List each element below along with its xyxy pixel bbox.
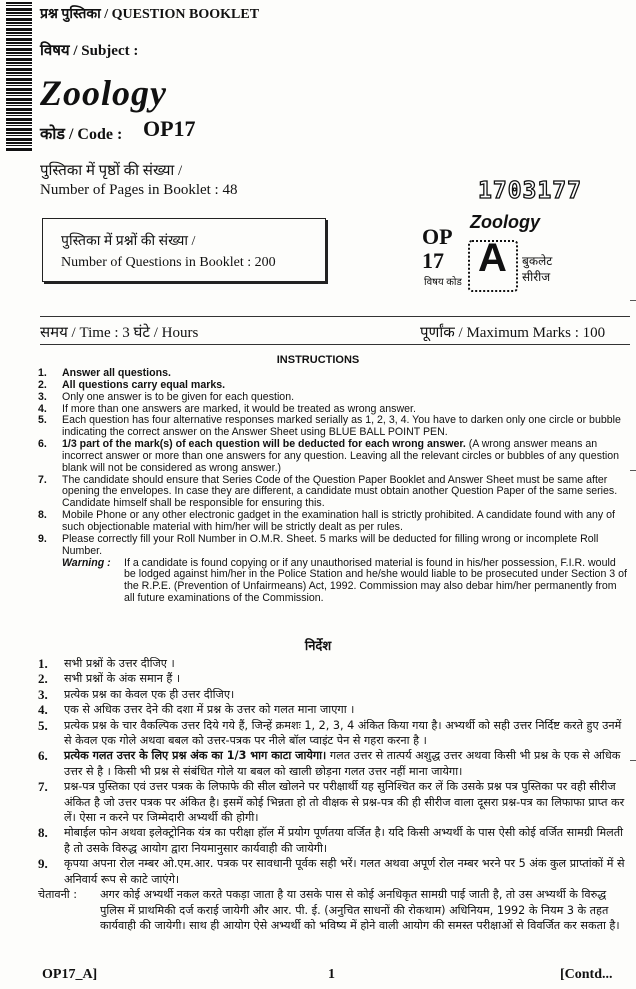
- margin-tick: [630, 760, 636, 761]
- nirdesh-list: [38, 656, 630, 933]
- code-value: OP17: [143, 116, 196, 141]
- series-subject: Zoology: [470, 212, 540, 232]
- instruction-item: 8. Mobile Phone or any other electronic gadget in the examination hall is strictly prohibited. A candidate found with any of such objectionable material with him/her will be strictly dealt as per rules.: [38, 509, 615, 533]
- time-label: समय / Time : 3 घंटे / Hours: [40, 325, 199, 341]
- footer-code: OP17_A]: [42, 967, 98, 982]
- booklet-header: प्रश्न पुस्तिका / QUESTION BOOKLET: [40, 7, 260, 22]
- questions-count-box: [42, 218, 326, 282]
- instruction-item: 5. Each question has four alternative responses marked serially as 1, 2, 3, 4. You have to darken only one circle or bubble indicating the correct answer on the Answer Sheet using BLUE BALL POINT PEN.: [38, 414, 621, 439]
- nirdesh-item: 9. कृपया अपना रोल नम्बर ओ.एम.आर. पत्रक पर सावधानी पूर्वक सही भरें। गलत अथवा अपूर्ण रोल नम्बर भरने पर 5 अंक कुल प्राप्तांकों में से अनिवार्य रूप से काटे जाएंगे।: [38, 856, 625, 886]
- code-label: कोड / Code :: [40, 126, 123, 143]
- max-marks-label: पूर्णांक / Maximum Marks : 100: [420, 325, 606, 341]
- series-code-letters: OP: [422, 224, 453, 249]
- instruction-item: 6. 1/3 part of the mark(s) of each question will be deducted for each wrong answer. (A wrong answer means an incorrect answer or more than one answers for any question. Leaving all the relevant circles or bubbles of any question blank will not be considered as wrong answer.): [38, 438, 620, 474]
- nirdesh-item: 6. प्रत्येक गलत उत्तर के लिए प्रश्न अंक का 1/3 भाग काटा जायेगा। गलत उत्तर से तात्पर्य अशुद्ध उत्तर अथवा किसी भी प्रश्न के एक से अधिक उत्तर से है । किसी भी प्रश्न से संबंधित गोले या बबल को खाली छोड़ना गलत उत्तर नहीं माना जायेगा।: [38, 748, 621, 778]
- instruction-item: 4. If more than one answers are marked, it would be treated as wrong answer.: [38, 402, 416, 415]
- nirdesh-item: 4. एक से अधिक उत्तर देने की दशा में प्रश्न के उत्तर को गलत माना जाएगा ।: [38, 702, 355, 718]
- nirdesh-item: 5. प्रत्येक प्रश्न के चार वैकल्पिक उत्तर दिये गये हैं, जिन्हें क्रमशः 1, 2, 3, 4 अंकित किया गया है। अभ्यर्थी को सही उत्तर निर्दिष्ट करते हुए उनमें से केवल एक गोले अथवा बबल को उत्तर-पत्रक पर नीले बॉल प्वाइंट पेन से गहरा करना है ।: [38, 717, 622, 748]
- pages-label-english: Number of Pages in Booklet : 48: [40, 182, 238, 198]
- divider-bottom: [40, 344, 630, 345]
- serial-number: 1703177: [478, 178, 582, 204]
- subject-value: Zoology: [40, 73, 167, 113]
- continued-label: [Contd...: [560, 967, 613, 982]
- instructions-title: INSTRUCTIONS: [276, 354, 360, 366]
- nirdesh-item: 3. प्रत्येक प्रश्न का केवल एक ही उत्तर दीजिए।: [38, 686, 235, 702]
- barcode: [6, 2, 32, 152]
- nirdesh-item: 1. सभी प्रश्नों के उत्तर दीजिए ।: [38, 656, 175, 671]
- page-number: 1: [328, 967, 335, 982]
- series-letter: A: [478, 236, 507, 280]
- questions-label-hindi: पुस्तिका में प्रश्नों की संख्या /: [61, 234, 196, 249]
- margin-tick: [630, 470, 636, 471]
- nirdesh-title: निर्देश: [304, 638, 332, 653]
- divider-top: [40, 316, 630, 317]
- instruction-item: 7. The candidate should ensure that Series Code of the Question Paper Booklet and Answer Sheet must be same after opening the envelopes. In case they are different, a candidate must obtain another Question Paper of the same series. Candidate himself shall be responsible for ensuring this.: [38, 473, 618, 510]
- series-code-number: 17: [422, 248, 444, 273]
- warning: Warning : If a candidate is found copying or if any unauthorised material is found in his/her possession, F.I.R. would be lodged against him/her in the Police Station and he/she would liable to be prosecuted under Section 3 of the R.P.E. (Prevention of Unfairmeans) Act, 1992. Commission may also debar him/her permanently from all future examinations of the Commission.: [62, 556, 627, 605]
- nirdesh-item: 8. मोबाईल फोन अथवा इलेक्ट्रोनिक यंत्र का परीक्षा हॉल में प्रयोग पूर्णतया वर्जित है। यदि किसी अभ्यर्थी के पास ऐसी कोई वर्जित सामग्री मिलती है तो उसके विरुद्ध आयोग द्वारा नियमानुसार कार्यवाही की जायेगी।: [38, 825, 624, 855]
- nirdesh-item: 2. सभी प्रश्नों के अंक समान हैं ।: [38, 671, 181, 687]
- chetavani: चेतावनी : अगर कोई अभ्यर्थी नकल करते पकड़ा जाता है या उसके पास से कोई अनधिकृत सामग्री पाई जाती है, तो उस अभ्यर्थी के विरुद्ध पुलिस में प्राथमिकी दर्ज कराई जायेगी और आर. पी. ई. (अनुचित साधनों की रोकथाम) अधिनियम, 1992 के नियम 3 के तहत कार्यवाही की जायेगी। साथ ही आयोग ऐसे अभ्यर्थी को भविष्य में होने वाली आयोग की समस्त परीक्षाओं से विवर्जित कर सकता है।: [38, 888, 620, 932]
- series-label-line2: सीरीज: [522, 270, 551, 284]
- instruction-item: 1. Answer all questions.: [38, 367, 171, 379]
- series-label-line1: बुकलेट: [522, 254, 553, 268]
- series-code-label: विषय कोड: [424, 277, 462, 288]
- instructions-list: [38, 368, 628, 605]
- pages-label-hindi: पुस्तिका में पृष्ठों की संख्या /: [40, 163, 183, 179]
- nirdesh-item: 7. प्रश्न-पत्र पुस्तिका एवं उत्तर पत्रक के लिफाफे की सील खोलने पर परीक्षार्थी यह सुनिश्चित कर लें कि उसके प्रश्न पत्र पुस्तिका पर वही सीरीज अंकित है जो उत्तर पत्रक पर अंकित है। इसमें कोई भिन्नता हो तो वीक्षक से प्रश्न-पत्र की ही सीरीज वाला दूसरा प्रश्न-पत्र का लिफाफा प्राप्त कर लें। ऐसा न करने पर जिम्मेदारी अभ्यर्थी की होगी।: [38, 779, 625, 825]
- questions-label-english: Number of Questions in Booklet : 200: [61, 255, 276, 270]
- subject-label: विषय / Subject :: [40, 43, 139, 59]
- instruction-item: 3. Only one answer is to be given for each question.: [38, 390, 295, 403]
- instruction-item: 9. Please correctly fill your Roll Number in O.M.R. Sheet. 5 marks will be deducted for filling wrong or incomplete Roll Number.: [38, 532, 599, 557]
- margin-tick: [630, 300, 636, 301]
- instruction-item: 2. All questions carry equal marks.: [38, 378, 226, 391]
